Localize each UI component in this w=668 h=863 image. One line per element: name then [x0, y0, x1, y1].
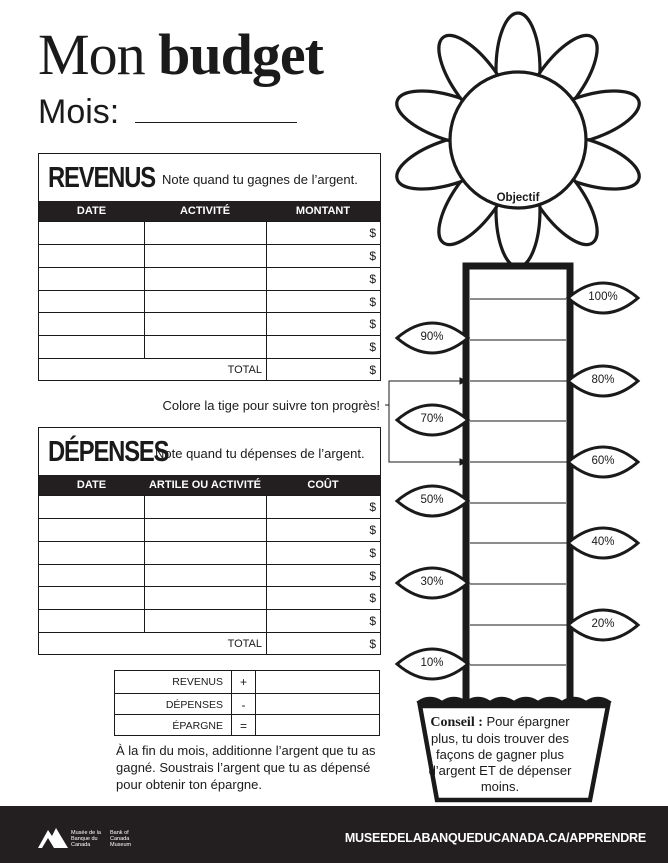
equals-sign: = [231, 715, 256, 736]
currency-sign: $ [369, 569, 376, 583]
currency-sign: $ [369, 340, 376, 354]
total-label: TOTAL [227, 638, 262, 650]
summary-label: ÉPARGNE [172, 720, 223, 732]
col-activite: ACTIVITÉ [179, 205, 231, 217]
title-mon: Mon [38, 22, 145, 87]
col-cout: COÛT [307, 479, 339, 491]
currency-sign: $ [369, 295, 376, 309]
logo-text-fr: Musée de la Banque du Canada [71, 830, 101, 848]
leaf-label-10: 10% [420, 657, 444, 669]
leaf-label-30: 30% [420, 576, 444, 588]
currency-sign: $ [369, 249, 376, 263]
col-article: ARTILE OU ACTIVITÉ [148, 479, 262, 491]
col-date: DATE [76, 479, 107, 491]
plus-sign: + [231, 671, 256, 693]
currency-sign: $ [369, 591, 376, 605]
museum-logo-icon [38, 826, 68, 848]
currency-sign: $ [369, 272, 376, 286]
month-label: Mois: [38, 93, 120, 131]
depenses-title: DÉPENSES [48, 436, 169, 468]
footer-url[interactable]: MUSEEDELABANQUEDUCANADA.CA/APPRENDRE [344, 831, 646, 845]
leaf-label-80: 80% [591, 374, 615, 386]
tip-box [418, 714, 582, 795]
instruction-text: À la fin du mois, additionne l’argent que tu as gagné. Soustrais l’argent que tu as dépensé pour obtenir ton épargne. [116, 743, 376, 792]
leaf-label-70: 70% [420, 413, 444, 425]
currency-sign: $ [369, 500, 376, 514]
stem [466, 266, 570, 706]
leaf-label-20: 20% [591, 618, 615, 630]
currency-sign: $ [369, 637, 376, 651]
summary-label: REVENUS [172, 676, 223, 688]
currency-sign: $ [369, 226, 376, 240]
tip-label: Conseil : [430, 715, 483, 730]
logo-text-en: Bank of Canada Museum [110, 830, 132, 848]
tip-text: Pour épargner plus, tu dois trouver des façons de gagner plus d’argent ET de dépenser moins. [428, 714, 572, 794]
leaf-label-50: 50% [420, 494, 444, 506]
summary-label: DÉPENSES [165, 699, 223, 711]
leaf-label-40: 40% [591, 536, 615, 548]
currency-sign: $ [369, 614, 376, 628]
leaf-label-90: 90% [420, 331, 444, 343]
leaf-label-100: 100% [588, 291, 618, 303]
title-budget: budget [158, 22, 323, 87]
currency-sign: $ [369, 363, 376, 377]
depenses-note: Note quand tu dépenses de l’argent. [155, 446, 365, 461]
col-montant: MONTANT [295, 205, 351, 217]
goal-label: Objectif [496, 192, 540, 204]
flower-center [450, 72, 586, 208]
leaf-label-60: 60% [591, 455, 615, 467]
col-date: DATE [76, 205, 107, 217]
total-label: TOTAL [227, 364, 262, 376]
footer [0, 806, 668, 863]
currency-sign: $ [369, 523, 376, 537]
currency-sign: $ [369, 317, 376, 331]
museum-logo [38, 826, 148, 852]
currency-sign: $ [369, 546, 376, 560]
progress-note: Colore la tige pour suivre ton progrès! [162, 398, 380, 413]
minus-sign: - [231, 694, 256, 715]
revenus-note: Note quand tu gagnes de l’argent. [162, 172, 358, 187]
revenus-title: REVENUS [48, 162, 155, 194]
